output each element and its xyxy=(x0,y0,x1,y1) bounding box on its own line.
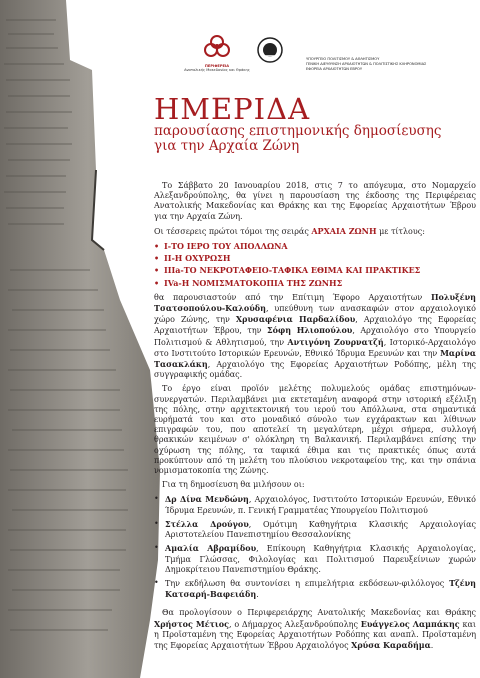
presenter-name: Χρυσαφένια Παρδαλίδου xyxy=(235,314,356,325)
region-logo-line2: Ανατολικής Μακεδονίας και Θράκης xyxy=(184,68,250,73)
subtitle-line1: παρουσίασης επιστημονικής δημοσίευσης xyxy=(154,123,442,139)
volumes-list xyxy=(154,241,476,288)
ministry-emblem-icon xyxy=(256,36,284,64)
speakers-list xyxy=(154,494,476,600)
greetings-text: και η Προϊσταμένη της Εφορείας Αρχαιοτήτων Ροδόπης και αναπλ. Προϊσταμένη της Εφορείας Αρχαιοτήτων Έβρου Αρχαιολόγος xyxy=(154,619,476,650)
volumes-intro-end: με τίτλους: xyxy=(376,226,425,236)
body-text xyxy=(154,181,476,655)
ministry-line3: ΕΦΟΡΕΙΑ ΑΡΧΑΙΟΤΗΤΩΝ ΕΒΡΟΥ xyxy=(306,67,363,71)
greetings-text: , ο Δήμαρχος Αλεξανδρούπολης xyxy=(229,619,361,629)
ministry-text-block xyxy=(306,57,476,72)
speaker-name: Αμαλία Αβραμίδου xyxy=(165,543,257,554)
speaker-role: , Ομότιμη Καθηγήτρια Κλασικής Αρχαιολογίας Αριστοτελείου Πανεπιστημίου Θεσσαλονίκης xyxy=(165,519,476,540)
greetings-paragraph xyxy=(154,608,476,651)
presenters-text: , υπεύθυνη των ανασκαφών στον αρχαιολογικό χώρο Ζώνης, την xyxy=(154,304,476,325)
intro-paragraph: Το Σάββατο 20 Ιανουαρίου 2018, στις 7 το απόγευμα, στο Νομαρχείο Αλεξανδρούπολης, θα γίνει η παρουσίαση της έκδοσης της Περιφέρειας Ανατολικής Μακεδονίας και Θράκης και της Εφορείας Αρχαιοτήτων Έβρου για την Αρχαία Ζώνη. xyxy=(154,181,476,221)
region-logo-line1: ΠΕΡΙΦΕΡΕΙΑ xyxy=(204,64,230,68)
presenter-name: Πολυξένη Τσατσοπούλου-Καλούδη xyxy=(154,291,476,314)
presenters-text: , Ιστορικό-Αρχαιολόγο στο Ινστιτούτο Ιστορικών Ερευνών, Εθνικό Ίδρυμα Ερευνών και την xyxy=(154,337,476,358)
presenters-text: θα παρουσιαστούν από την Επίτιμη Έφορο Αρχαιοτήτων xyxy=(154,292,431,302)
presenters-paragraph xyxy=(154,292,476,381)
greetings-text: Θα προλογίσουν ο Περιφερειάρχης Ανατολικής Μακεδονίας και Θράκης xyxy=(162,608,476,618)
speaker-item: • Αμαλία Αβραμίδου, Επίκουρη Καθηγήτρια Κλασικής Αρχαιολογίας, Τμήμα Γλώσσας, Φιλολογίας και Πολιτισμού Παρευξείνιων χωρών Δημοκρίτειου Πανεπιστημίου Θράκης. xyxy=(154,543,476,574)
volumes-intro xyxy=(154,226,476,237)
speakers-intro: Για τη δημοσίευση θα μιλήσουν οι: xyxy=(162,480,305,490)
presenters-text: , Αρχαιολόγο της Εφορείας Αρχαιοτήτων Ροδόπης, μέλη της συγγραφικής ομάδας. xyxy=(154,360,476,380)
volumes-intro-text: Οι τέσσερεις πρώτοι τόμοι της σειράς xyxy=(154,226,312,236)
greeter-name: Χρήστος Μέτιος xyxy=(154,618,230,629)
volume-title: IVa-Η ΝΟΜΙΣΜΑΤΟΚΟΠΙΑ ΤΗΣ ΖΩΝΗΣ xyxy=(164,277,343,288)
volume-title: Ι-ΤΟ ΙΕΡΟ ΤΟΥ ΑΠΟΛΛΩΝΑ xyxy=(164,241,288,252)
coordinator-end: . xyxy=(256,590,259,600)
coordinator-item: • Την εκδήλωση θα συντονίσει η επιμελήτρια εκδόσεων-φιλόλογος Τζένη Κατσαρή-Βαφειάδη. xyxy=(154,577,476,600)
speaker-name: Δρ Δίνα Μενδώνη xyxy=(165,494,249,505)
page-title: ΗΜΕΡΙΔΑ xyxy=(154,92,311,126)
subtitle-line2: για την Αρχαία Ζώνη xyxy=(154,138,300,154)
speaker-item: • Στέλλα Δρούγου, Ομότιμη Καθηγήτρια Κλασικής Αρχαιολογίας Αριστοτελείου Πανεπιστημίου Θεσσαλονίκης xyxy=(154,518,476,540)
presenter-name: Σόφη Ηλιοπούλου xyxy=(266,325,353,336)
volume-title: ΙΙ-Η ΟΧΥΡΩΣΗ xyxy=(164,253,231,264)
speaker-role: , Επίκουρη Καθηγήτρια Κλασικής Αρχαιολογίας, Τμήμα Γλώσσας, Φιλολογίας και Πολιτισμού Παρευξείνιων χωρών Δημοκρίτειου Πανεπιστημίου Θράκης. xyxy=(165,544,476,574)
description-paragraph: Το έργο είναι προϊόν μελέτης πολυμελούς ομάδας επιστημόνων-συνεργατών. Περιλαμβάνει μια εκτεταμένη αναφορά στην ιστορική εξέλιξη της πόλης, στην αρχιτεκτονική του ιερού του Απόλλωνα, στα σημαντικά ευρήματά του και στο μοναδικό σύνολο των εγχάρακτων και λίθινων επιγραφών του, που αποτελεί τη μεγαλύτερη, μέχρι σήμερα, συλλογή θρακικών κειμένων σ' ολόκληρη τη Βαλκανική. Περιλαμβάνει επίσης την οχύρωση της πόλης, τα ταφικά έθιμα και τις πρακτικές όπως αυτά προκύπτουν από τη μελέτη του πλούσιου νεκροταφείου της, και την σπάνια νομισματοκοπία της Ζώνης. xyxy=(154,384,476,476)
volume-item: • Ι-ΤΟ ΙΕΡΟ ΤΟΥ ΑΠΟΛΛΩΝΑ xyxy=(154,241,288,252)
greetings-end: . xyxy=(430,640,434,650)
speaker-name: Στέλλα Δρούγου xyxy=(165,518,249,529)
volume-item: • ΙΙΙa-ΤΟ ΝΕΚΡΟΤΑΦΕΙΟ-ΤΑΦΙΚΑ ΕΘΙΜΑ ΚΑΙ ΠΡΑΚΤΙΚΕΣ xyxy=(154,265,421,276)
presenters-text: , Αρχαιολόγο της Εφορείας Αρχαιοτήτων Έβρου, την xyxy=(154,315,476,336)
series-name: ΑΡΧΑΙΑ ΖΩΝΗ xyxy=(311,225,377,236)
page-subtitle xyxy=(154,124,474,154)
greeter-name: Ευάγγελος Λαμπάκης xyxy=(360,618,460,629)
volume-item: • ΙΙ-Η ΟΧΥΡΩΣΗ xyxy=(154,253,231,264)
region-emblem-icon xyxy=(202,34,232,60)
presenters-text: , Αρχαιολόγο στο Υπουργείο Πολιτισμού & Αθλητισμού, την xyxy=(154,326,476,347)
greeter-name: Χρύσα Καραδήμα xyxy=(351,639,431,650)
coordinator-text: Την εκδήλωση θα συντονίσει η επιμελήτρια εκδόσεων-φιλόλογος xyxy=(165,578,450,588)
presenter-name: Αντιγόνη Ζουρνατζή xyxy=(287,336,384,347)
ministry-line1: ΥΠΟΥΡΓΕΙΟ ΠΟΛΙΤΙΣΜΟΥ & ΑΘΛΗΤΙΣΜΟΥ xyxy=(306,57,380,61)
coordinator-name: Τζένη Κατσαρή-Βαφειάδη xyxy=(165,577,476,600)
ministry-logo xyxy=(240,36,300,68)
presenter-name: Μαρίνα Τασακλάκη xyxy=(154,347,476,370)
volume-item: • IVa-Η ΝΟΜΙΣΜΑΤΟΚΟΠΙΑ ΤΗΣ ΖΩΝΗΣ xyxy=(154,277,343,288)
speaker-role: , Αρχαιολόγος, Ινστιτούτο Ιστορικών Ερευνών, Εθνικό Ίδρυμα Ερευνών, π. Γενική Γραμματέας Υπουργείου Πολιτισμού xyxy=(165,495,476,515)
volume-title: ΙΙΙa-ΤΟ ΝΕΚΡΟΤΑΦΕΙΟ-ΤΑΦΙΚΑ ΕΘΙΜΑ ΚΑΙ ΠΡΑΚΤΙΚΕΣ xyxy=(164,265,421,276)
ministry-line2: ΓΕΝΙΚΗ ΔΙΕΥΘΥΝΣΗ ΑΡΧΑΙΟΤΗΤΩΝ & ΠΟΛΙΤΙΣΤΙΚΗΣ ΚΛΗΡΟΝΟΜΙΑΣ xyxy=(306,62,427,66)
speaker-item: • Δρ Δίνα Μενδώνη, Αρχαιολόγος, Ινστιτούτο Ιστορικών Ερευνών, Εθνικό Ίδρυμα Ερευνών, π. Γενική Γραμματέας Υπουργείου Πολιτισμού xyxy=(154,494,476,515)
